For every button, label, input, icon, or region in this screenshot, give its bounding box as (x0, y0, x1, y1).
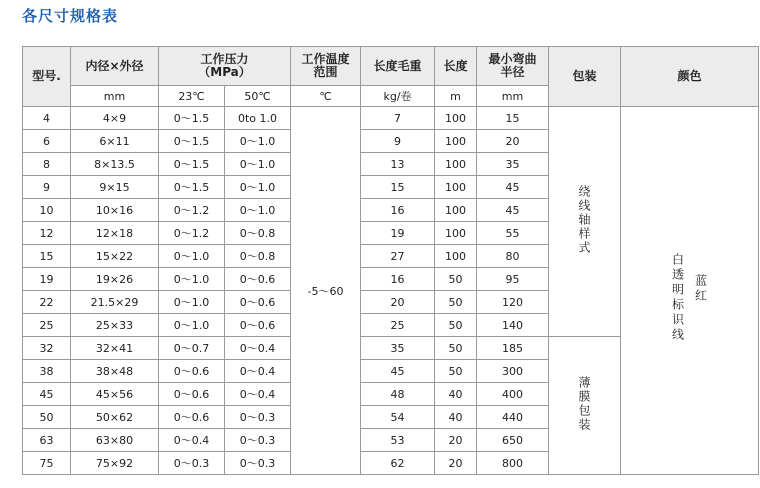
header-length: 长度 (435, 47, 477, 86)
color-text-1: 蓝红 (693, 274, 708, 304)
cell-length: 100 (435, 245, 477, 268)
cell-length: 100 (435, 199, 477, 222)
cell-bend: 120 (477, 291, 549, 314)
cell-weight: 13 (361, 153, 435, 176)
cell-weight: 48 (361, 383, 435, 406)
cell-dim: 21.5×29 (71, 291, 159, 314)
cell-p23: 0～0.6 (159, 406, 225, 429)
color-text-2: 白透明标识线 (670, 253, 685, 343)
cell-length: 20 (435, 429, 477, 452)
header-color: 颜色 (621, 47, 759, 107)
cell-p23: 0～1.5 (159, 153, 225, 176)
cell-dim: 9×15 (71, 176, 159, 199)
cell-model: 22 (23, 291, 71, 314)
cell-p50: 0～0.3 (225, 429, 291, 452)
cell-bend: 55 (477, 222, 549, 245)
cell-length: 50 (435, 337, 477, 360)
cell-weight: 25 (361, 314, 435, 337)
header-model: 型号. (23, 47, 71, 107)
cell-bend: 20 (477, 130, 549, 153)
cell-dim: 25×33 (71, 314, 159, 337)
cell-bend: 300 (477, 360, 549, 383)
cell-dim: 15×22 (71, 245, 159, 268)
cell-p50: 0～0.6 (225, 291, 291, 314)
cell-p23: 0～1.2 (159, 199, 225, 222)
cell-weight: 45 (361, 360, 435, 383)
cell-model: 10 (23, 199, 71, 222)
cell-model: 25 (23, 314, 71, 337)
cell-weight: 9 (361, 130, 435, 153)
cell-p23: 0～1.0 (159, 268, 225, 291)
cell-weight: 16 (361, 199, 435, 222)
cell-p23: 0～1.0 (159, 314, 225, 337)
header-pressure: 工作压力 （MPa） (159, 47, 291, 86)
header-weight: 长度毛重 (361, 47, 435, 86)
cell-p50: 0～0.4 (225, 360, 291, 383)
cell-p50: 0～1.0 (225, 176, 291, 199)
cell-p50: 0～0.6 (225, 314, 291, 337)
cell-bend: 140 (477, 314, 549, 337)
cell-p23: 0～0.7 (159, 337, 225, 360)
cell-bend: 95 (477, 268, 549, 291)
cell-p23: 0～0.3 (159, 452, 225, 475)
cell-length: 50 (435, 291, 477, 314)
cell-p23: 0～0.6 (159, 360, 225, 383)
cell-model: 45 (23, 383, 71, 406)
cell-p23: 0～1.5 (159, 107, 225, 130)
cell-p23: 0～1.5 (159, 176, 225, 199)
cell-p50: 0～0.4 (225, 337, 291, 360)
cell-length: 20 (435, 452, 477, 475)
cell-bend: 800 (477, 452, 549, 475)
cell-model: 6 (23, 130, 71, 153)
cell-model: 19 (23, 268, 71, 291)
cell-model: 75 (23, 452, 71, 475)
cell-weight: 53 (361, 429, 435, 452)
cell-bend: 650 (477, 429, 549, 452)
cell-model: 12 (23, 222, 71, 245)
cell-packing-film (549, 337, 621, 475)
cell-p50: 0～0.8 (225, 222, 291, 245)
cell-p23: 0～1.2 (159, 222, 225, 245)
cell-model: 4 (23, 107, 71, 130)
cell-weight: 35 (361, 337, 435, 360)
cell-temp-range: -5～60 (291, 107, 361, 475)
cell-length: 50 (435, 360, 477, 383)
spec-table (22, 46, 759, 475)
packing-spool-text: 绕线轴样式 (577, 185, 592, 255)
unit-pressure-50: 50℃ (225, 86, 291, 107)
cell-bend: 45 (477, 199, 549, 222)
cell-length: 50 (435, 314, 477, 337)
cell-weight: 27 (361, 245, 435, 268)
cell-model: 50 (23, 406, 71, 429)
cell-bend: 400 (477, 383, 549, 406)
cell-weight: 15 (361, 176, 435, 199)
header-packing: 包装 (549, 47, 621, 107)
unit-weight: kg/卷 (361, 86, 435, 107)
cell-p23: 0～0.4 (159, 429, 225, 452)
header-temp: 工作温度 范围 (291, 47, 361, 86)
header-diameter: 内径×外径 (71, 47, 159, 86)
cell-p23: 0～1.0 (159, 245, 225, 268)
cell-weight: 19 (361, 222, 435, 245)
cell-length: 100 (435, 222, 477, 245)
cell-dim: 50×62 (71, 406, 159, 429)
cell-length: 40 (435, 383, 477, 406)
cell-p23: 0～1.0 (159, 291, 225, 314)
cell-length: 100 (435, 107, 477, 130)
cell-dim: 32×41 (71, 337, 159, 360)
unit-length: m (435, 86, 477, 107)
cell-dim: 12×18 (71, 222, 159, 245)
cell-weight: 54 (361, 406, 435, 429)
cell-dim: 6×11 (71, 130, 159, 153)
cell-p50: 0～1.0 (225, 130, 291, 153)
unit-temp: ℃ (291, 86, 361, 107)
cell-length: 50 (435, 268, 477, 291)
cell-weight: 16 (361, 268, 435, 291)
cell-dim: 75×92 (71, 452, 159, 475)
cell-bend: 45 (477, 176, 549, 199)
cell-length: 100 (435, 176, 477, 199)
unit-bend: mm (477, 86, 549, 107)
cell-dim: 4×9 (71, 107, 159, 130)
colors-group (670, 235, 710, 343)
packing-film-text: 薄膜包装 (577, 376, 592, 432)
cell-model: 63 (23, 429, 71, 452)
cell-bend: 440 (477, 406, 549, 429)
cell-p50: 0～0.3 (225, 452, 291, 475)
cell-p50: 0～0.6 (225, 268, 291, 291)
cell-p50: 0～0.3 (225, 406, 291, 429)
cell-dim: 38×48 (71, 360, 159, 383)
cell-model: 32 (23, 337, 71, 360)
cell-bend: 185 (477, 337, 549, 360)
header-bend: 最小弯曲 半径 (477, 47, 549, 86)
cell-dim: 10×16 (71, 199, 159, 222)
unit-pressure-23: 23℃ (159, 86, 225, 107)
cell-length: 40 (435, 406, 477, 429)
cell-dim: 8×13.5 (71, 153, 159, 176)
cell-dim: 19×26 (71, 268, 159, 291)
cell-model: 15 (23, 245, 71, 268)
cell-p50: 0～1.0 (225, 153, 291, 176)
header-row (23, 47, 759, 86)
cell-model: 8 (23, 153, 71, 176)
cell-dim: 45×56 (71, 383, 159, 406)
cell-bend: 35 (477, 153, 549, 176)
cell-weight: 62 (361, 452, 435, 475)
cell-weight: 20 (361, 291, 435, 314)
cell-p50: 0～0.8 (225, 245, 291, 268)
cell-p50: 0～0.4 (225, 383, 291, 406)
unit-diameter: mm (71, 86, 159, 107)
page-title: 各尺寸规格表 (22, 7, 119, 25)
cell-weight: 7 (361, 107, 435, 130)
cell-colors (621, 107, 759, 475)
cell-bend: 80 (477, 245, 549, 268)
cell-dim: 63×80 (71, 429, 159, 452)
cell-p23: 0～0.6 (159, 383, 225, 406)
cell-packing-spool (549, 107, 621, 337)
table-row (23, 107, 759, 130)
cell-model: 9 (23, 176, 71, 199)
cell-p50: 0to 1.0 (225, 107, 291, 130)
cell-length: 100 (435, 153, 477, 176)
cell-model: 38 (23, 360, 71, 383)
cell-p23: 0～1.5 (159, 130, 225, 153)
cell-length: 100 (435, 130, 477, 153)
cell-bend: 15 (477, 107, 549, 130)
cell-p50: 0～1.0 (225, 199, 291, 222)
